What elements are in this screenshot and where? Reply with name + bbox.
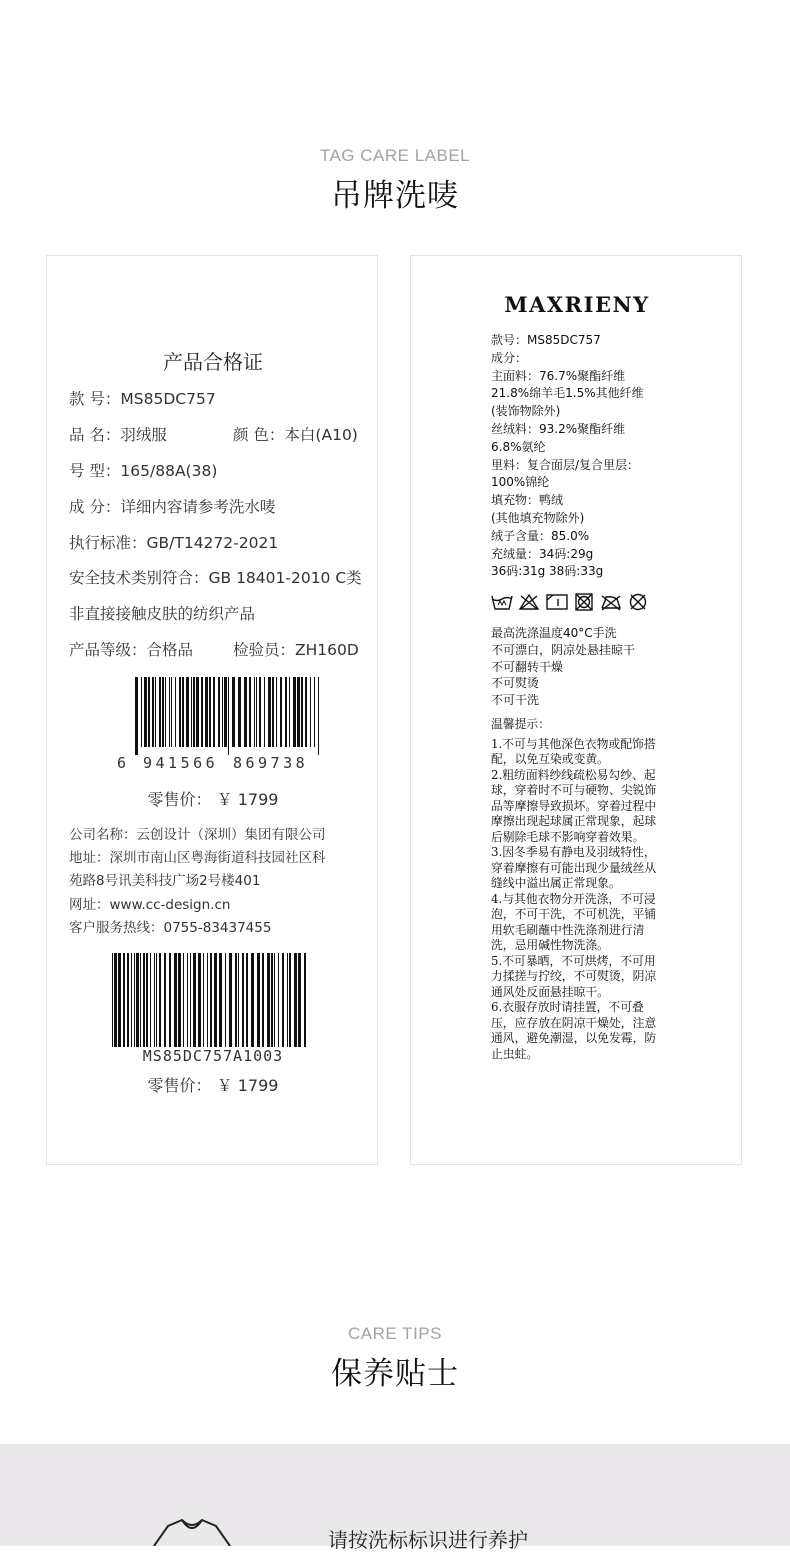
barcode-bar [131, 953, 132, 1047]
barcode-bar [203, 953, 204, 1047]
barcode-bar [201, 677, 203, 747]
barcode-bar [259, 677, 261, 747]
barcode-bar [244, 677, 247, 747]
barcode-bar [222, 677, 223, 747]
tip-item: 6.衣服存放时请挂置，不可叠压，应存放在阴凉干燥处，注意通风，避免潮湿，以免发霉，防止虫蛀。 [491, 1000, 657, 1061]
barcode-bar [174, 953, 177, 1047]
barcode-bar [209, 677, 211, 747]
barcode-bar [150, 953, 151, 1047]
product-name: 品 名：羽绒服 [69, 426, 167, 444]
barcode-bar [224, 677, 227, 747]
address-line-1: 地址：深圳市南山区粤海街道科技园社区科 [69, 850, 326, 866]
label-line: (装饰物除外) [491, 404, 561, 419]
barcode-bar [193, 677, 195, 747]
barcode-bar [293, 677, 296, 747]
barcode-bar [238, 677, 241, 747]
barcode-bar [186, 677, 189, 747]
barcode-bar [154, 953, 155, 1047]
care-text-line: 不可漂白，阴凉处悬挂晾干 [491, 642, 636, 657]
warm-tips [491, 717, 661, 1062]
product-certificate-tag [46, 255, 378, 1165]
barcode-bar [205, 677, 208, 747]
label-line: 丝绒料：93.2%聚酯纤维 [491, 421, 626, 436]
barcode-bar [169, 953, 171, 1047]
care-text-line: 不可干洗 [491, 693, 540, 708]
barcode-bar [165, 677, 166, 747]
barcode-bar [136, 953, 139, 1047]
care-text-line: 最高洗涤温度40°C手洗 [491, 626, 617, 640]
garment-icon [150, 1516, 234, 1546]
tip-item: 4.与其他衣物分开洗涤，不可浸泡，不可干洗，不可机洗，平铺用软毛刷蘸中性洗涤剂进行清洗，忌用碱性物洗涤。 [491, 891, 657, 952]
care-instruction-text: 请按洗标标识进行养护 [328, 1528, 528, 1552]
inspector: 检验员：ZH160D [233, 641, 359, 659]
safety-category-note: 非直接接触皮肤的纺织产品 [69, 605, 256, 623]
barcode-bar [164, 953, 166, 1047]
label-line: (其他填充物除外) [491, 510, 585, 525]
barcode-bar [294, 953, 297, 1047]
safety-category: 安全技术类别符合：GB 18401-2010 C类 [69, 569, 362, 587]
barcode-bar [267, 953, 270, 1047]
barcode-bar [213, 677, 215, 747]
label-line: 填充物：鸭绒 [491, 493, 564, 508]
care-tips-band [0, 1444, 790, 1552]
product-grade: 产品等级：合格品 [69, 641, 194, 659]
barcode-bar [280, 677, 282, 747]
barcode-bar [179, 677, 181, 747]
care-section-title-en: CARE TIPS [348, 1324, 442, 1343]
barcode-bar [127, 953, 129, 1047]
barcode-bar [198, 953, 201, 1047]
barcode-bar [169, 677, 170, 747]
label-line: 21.8%绵羊毛1.5%其他纤维 [491, 386, 644, 401]
tip-item: 5.不可暴晒，不可烘烤，不可用力揉搓与拧绞，不可熨烫，阴凉通风处反面悬挂晾干。 [491, 953, 657, 999]
barcode-bar [178, 953, 181, 1047]
barcode-bar [272, 677, 274, 747]
barcode-bar [232, 677, 235, 747]
barcode-bar [304, 953, 306, 1047]
label-line: 6.8%氨纶 [491, 439, 546, 454]
barcode-bar [268, 677, 271, 747]
care-symbols [491, 593, 653, 616]
barcode-bar [282, 953, 284, 1047]
barcode-bar [196, 677, 199, 747]
product-color: 颜 色：本白(A10) [233, 426, 358, 444]
barcode-bar [118, 953, 121, 1047]
brand-logo: MAXRIENY [504, 292, 650, 317]
barcode-bar [276, 677, 277, 747]
barcode-bar [159, 677, 161, 747]
section-title-zh: 吊牌洗唛 [331, 178, 459, 214]
barcode-bar [187, 953, 188, 1047]
barcode-bar [256, 677, 257, 747]
company-name: 公司名称：云创设计（深圳）集团有限公司 [69, 827, 326, 843]
no-bleach-icon [520, 595, 538, 609]
barcode-bar [225, 953, 226, 1047]
barcode-bar [264, 677, 265, 747]
execution-standard: 执行标准：GB/T14272-2021 [69, 534, 279, 552]
wash-care-label [410, 255, 742, 1165]
barcode-bar [228, 677, 229, 755]
barcode-bar [318, 677, 319, 755]
sku-barcode-text: MS85DC757A1003 [142, 1047, 284, 1065]
barcode-bar [114, 953, 117, 1047]
barcode-bar [190, 953, 191, 1047]
barcode-bar [146, 953, 148, 1047]
label-line: 款号：MS85DC757 [491, 333, 601, 347]
barcode-bar [134, 953, 135, 1047]
label-line: 主面料：76.7%聚酯纤维 [491, 368, 626, 383]
barcode-bar [246, 953, 248, 1047]
barcode-bar [314, 677, 315, 747]
label-line: 36码:31g 38码:33g [491, 564, 604, 579]
retail-price-2: 零售价： ￥ 1799 [147, 1076, 279, 1095]
section-title-en: TAG CARE LABEL [319, 146, 471, 165]
barcode-bar [229, 953, 232, 1047]
barcode-bar [242, 953, 244, 1047]
website: 网址：www.cc-design.cn [69, 897, 231, 913]
composition: 成 分：详细内容请参考洗水唛 [69, 498, 276, 516]
barcode-bar [310, 677, 311, 747]
barcode-bar [171, 677, 172, 747]
barcode-bar [271, 953, 273, 1047]
barcode-bar [251, 953, 254, 1047]
line-dry-shade-icon [547, 595, 567, 609]
barcode-digits-left: 941566 [143, 754, 219, 772]
certificate-title: 产品合格证 [163, 350, 263, 374]
barcode-bar [144, 677, 147, 747]
barcode-bar [175, 677, 176, 747]
no-iron-icon [602, 596, 620, 610]
barcode-bar [207, 953, 208, 1047]
barcode-bar [298, 953, 301, 1047]
barcode-bar [135, 677, 138, 755]
hand-wash-40-icon [492, 596, 512, 609]
barcode-bar [238, 953, 239, 1047]
barcode-bar [289, 677, 290, 747]
barcode-bar [219, 953, 222, 1047]
barcode-bar [305, 677, 307, 747]
tip-item: 2.粗纺面料纱线疏松易勾纱、起球，穿着时不可与硬物、尖锐饰品等摩擦导致损坏。穿着过程中摩擦出现起球属正常现象，起球后剔除毛球不影响穿着效果。 [491, 767, 657, 844]
barcode-bar [297, 677, 300, 747]
barcode-bar [191, 677, 192, 747]
barcode-bar [156, 953, 157, 1047]
barcode-bar [301, 677, 303, 747]
tip-item: 1.不可与其他深色衣物或配饰搭配，以免互染或变黄。 [491, 736, 656, 766]
barcode-bar [289, 953, 291, 1047]
barcode-bar [235, 953, 237, 1047]
sku-barcode [112, 953, 306, 1047]
barcode-bar [285, 677, 287, 747]
barcode-bar [140, 953, 141, 1047]
barcode-bar [193, 953, 196, 1047]
label-line: 成分： [491, 350, 528, 365]
barcode-bar [123, 953, 125, 1047]
barcode-digits-right: 869738 [233, 754, 309, 772]
ean-barcode [135, 677, 321, 755]
barcode-bar [159, 953, 161, 1047]
barcode-bar [182, 677, 184, 747]
barcode-bar [274, 953, 275, 1047]
barcode-bar [287, 953, 288, 1047]
care-instructions [491, 625, 736, 709]
barcode-bar [278, 953, 279, 1047]
label-line: 充绒量：34码:29g [491, 546, 594, 561]
barcode-first-digit: 6 [117, 754, 127, 772]
barcode-bar [183, 953, 184, 1047]
label-line: 里料：复合面层/复合里层： [491, 457, 640, 472]
barcode-bar [218, 677, 220, 747]
barcode-bar [249, 677, 251, 747]
barcode-bar [210, 953, 212, 1047]
care-text-line: 不可翻转干燥 [491, 659, 564, 674]
style-number: 款 号：MS85DC757 [69, 390, 216, 408]
barcode-bar [257, 953, 260, 1047]
barcode-bar [112, 953, 113, 1047]
barcode-bar [141, 677, 142, 747]
barcode-bar [162, 677, 164, 747]
barcode-bar [155, 677, 156, 747]
label-line: 100%锦纶 [491, 475, 550, 490]
label-line: 绒子含量：85.0% [491, 528, 590, 543]
no-tumble-dry-icon [576, 594, 592, 610]
barcode-bar [262, 953, 264, 1047]
care-text-line: 不可熨烫 [491, 676, 540, 691]
barcode-bar [254, 677, 255, 747]
barcode-bar [214, 953, 217, 1047]
product-size: 号 型：165/88A(38) [69, 462, 218, 480]
barcode-bar [152, 677, 154, 747]
retail-price: 零售价： ￥ 1799 [147, 790, 279, 809]
barcode-bar [148, 677, 150, 747]
customer-hotline: 客户服务热线：0755-83437455 [69, 920, 272, 936]
tip-item: 3.因冬季易有静电及羽绒特性，穿着摩擦有可能出现少量绒丝从缝线中溢出属正常现象。 [491, 845, 657, 890]
barcode-bar [143, 953, 145, 1047]
tips-title: 温馨提示： [491, 717, 550, 731]
label-composition [491, 332, 736, 581]
no-dry-clean-icon [631, 595, 646, 610]
address-line-2: 苑路8号讯美科技广场2号楼401 [69, 873, 261, 889]
care-section-title-zh: 保养贴士 [331, 1356, 459, 1392]
